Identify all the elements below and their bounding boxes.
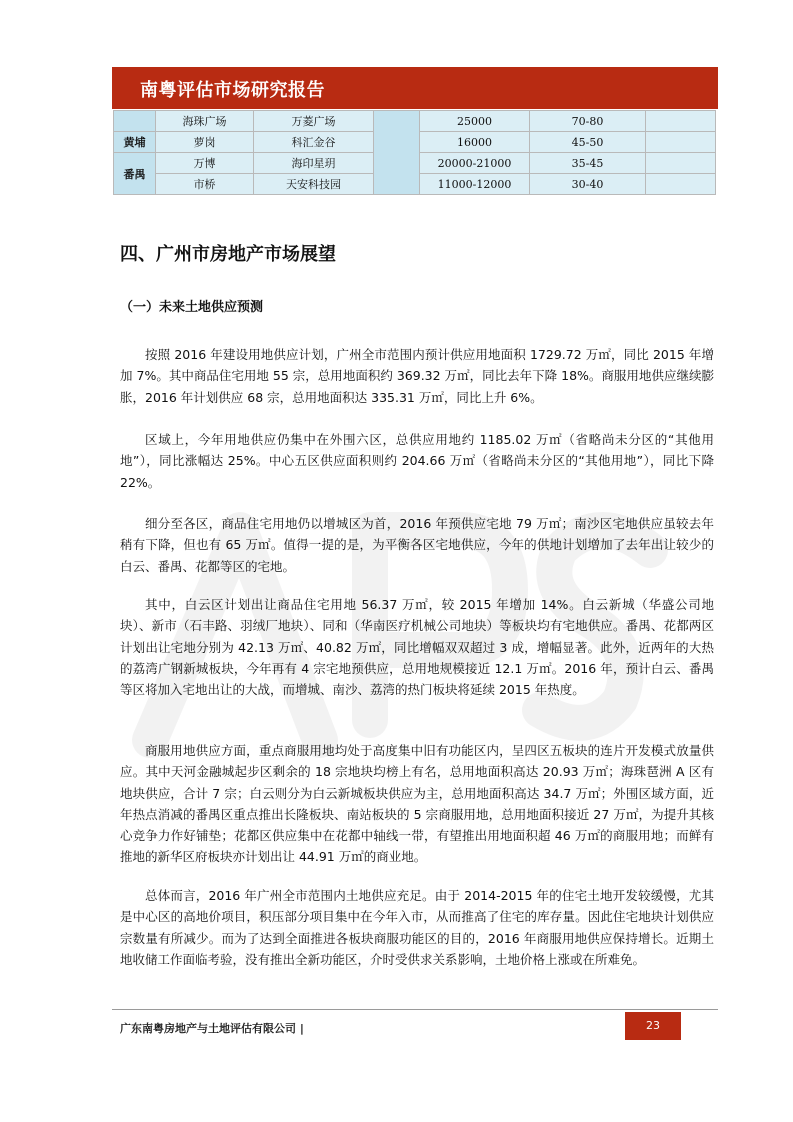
paragraph: 按照 2016 年建设用地供应计划，广州全市范围内预计供应用地面积 1729.72 万㎡，同比 2015 年增加 7%。其中商品住宅用地 55 宗，总用地面积约 369.32 万㎡，同比去年下降 18%。商服用地供应继续膨胀，2016 年计划供应 68 宗，总用地面积达 335.31 万㎡，同比上升 6%。 — [120, 347, 714, 405]
extra-cell — [646, 174, 716, 195]
section-heading: 四、广州市房地产市场展望 — [120, 244, 336, 265]
rate-cell: 70-80 — [530, 111, 646, 132]
project-cell: 万菱广场 — [254, 111, 374, 132]
project-cell: 天安科技园 — [254, 174, 374, 195]
price-cell: 20000-21000 — [420, 153, 530, 174]
blank-cell — [374, 111, 420, 195]
header-band — [112, 67, 718, 109]
rate-cell: 30-40 — [530, 174, 646, 195]
price-cell: 11000-12000 — [420, 174, 530, 195]
paragraph: 总体而言，2016 年广州全市范围内土地供应充足。由于 2014-2015 年的住宅土地开发较缓慢，尤其是中心区的高地价项目，积压部分项目集中在今年入市，从而推高了住宅的库存量。因此住宅地块计划供应宗数量有所减少。而为了达到全面推进各板块商服功能区的目的，2016 年商服用地供应保持增长。近期土地收储工作面临考验，没有推出全新功能区，介时受供求关系影响，土地价格上涨或在所难免。 — [120, 888, 714, 967]
paragraph: 细分至各区，商品住宅用地仍以增城区为首，2016 年预供应宅地 79 万㎡；南沙区宅地供应虽较去年稍有下降，但也有 65 万㎡。值得一提的是，为平衡各区宅地供应，今年的供地计划增加了去年出让较少的白云、番禺、花都等区的宅地。 — [120, 516, 714, 574]
district-cell: 黄埔 — [114, 132, 156, 153]
extra-cell — [646, 153, 716, 174]
paragraph: 商服用地供应方面，重点商服用地均处于高度集中旧有功能区内，呈四区五板块的连片开发模式放量供应。其中天河金融城起步区剩余的 18 宗地块均榜上有名，总用地面积高达 20.93 万㎡；海珠琶洲 A 区有地块供应，合计 7 宗；白云则分为白云新城板块供应为主，总用地面积高达 34.7 万㎡；外围区域方面，近年热点消减的番禺区重点推出长隆板块、南站板块的 5 宗商服用地，总用地面积接近 27 万㎡，为提升其核心竞争力作好铺垫；花都区供应集中在花都中轴线一带，有望推出用地面积超 46 万㎡的商服用地；而鲜有推地的新华区府板块亦计划出让 44.91 万㎡的商业地。 — [120, 743, 714, 865]
area-cell: 海珠广场 — [156, 111, 254, 132]
area-cell: 萝岗 — [156, 132, 254, 153]
price-cell: 16000 — [420, 132, 530, 153]
rent-table — [113, 110, 716, 195]
paragraph: 区域上，今年用地供应仍集中在外围六区，总供应用地约 1185.02 万㎡（省略尚未分区的“其他用地”），同比涨幅达 25%。中心五区供应面积则约 204.66 万㎡（省略尚未分区的“其他用地”），同比下降 22%。 — [120, 432, 714, 490]
project-cell: 海印星玥 — [254, 153, 374, 174]
page-number: 23 — [625, 1012, 681, 1040]
extra-cell — [646, 132, 716, 153]
footer-company: 广东南粤房地产与土地评估有限公司 | — [120, 1022, 304, 1035]
paragraph: 其中，白云区计划出让商品住宅用地 56.37 万㎡，较 2015 年增加 14%。白云新城（华盛公司地块）、新市（石丰路、羽绒厂地块）、同和（华南医疗机械公司地块）等板块均有宅地供应。番禺、花都两区计划出让宅地分别为 42.13 万㎡、40.82 万㎡，同比增幅双双超过 3 成，增幅显著。此外，近两年的大热的荔湾广钢新城板块，今年再有 4 宗宅地预供应，总用地规模接近 12.1 万㎡。2016 年，预计白云、番禺等区将加入宅地出让的大战，而增城、南沙、荔湾的热门板块将延续 2015 年热度。 — [120, 597, 714, 698]
rate-cell: 45-50 — [530, 132, 646, 153]
area-cell: 市桥 — [156, 174, 254, 195]
area-cell: 万博 — [156, 153, 254, 174]
rate-cell: 35-45 — [530, 153, 646, 174]
district-cell — [114, 111, 156, 132]
section-subheading: （一）未来土地供应预测 — [120, 300, 264, 315]
extra-cell — [646, 111, 716, 132]
report-title: 南粤评估市场研究报告 — [140, 80, 325, 101]
table-row — [114, 111, 716, 132]
footer-divider — [112, 1009, 718, 1010]
price-cell: 25000 — [420, 111, 530, 132]
project-cell: 科汇金谷 — [254, 132, 374, 153]
district-cell: 番禺 — [114, 153, 156, 195]
